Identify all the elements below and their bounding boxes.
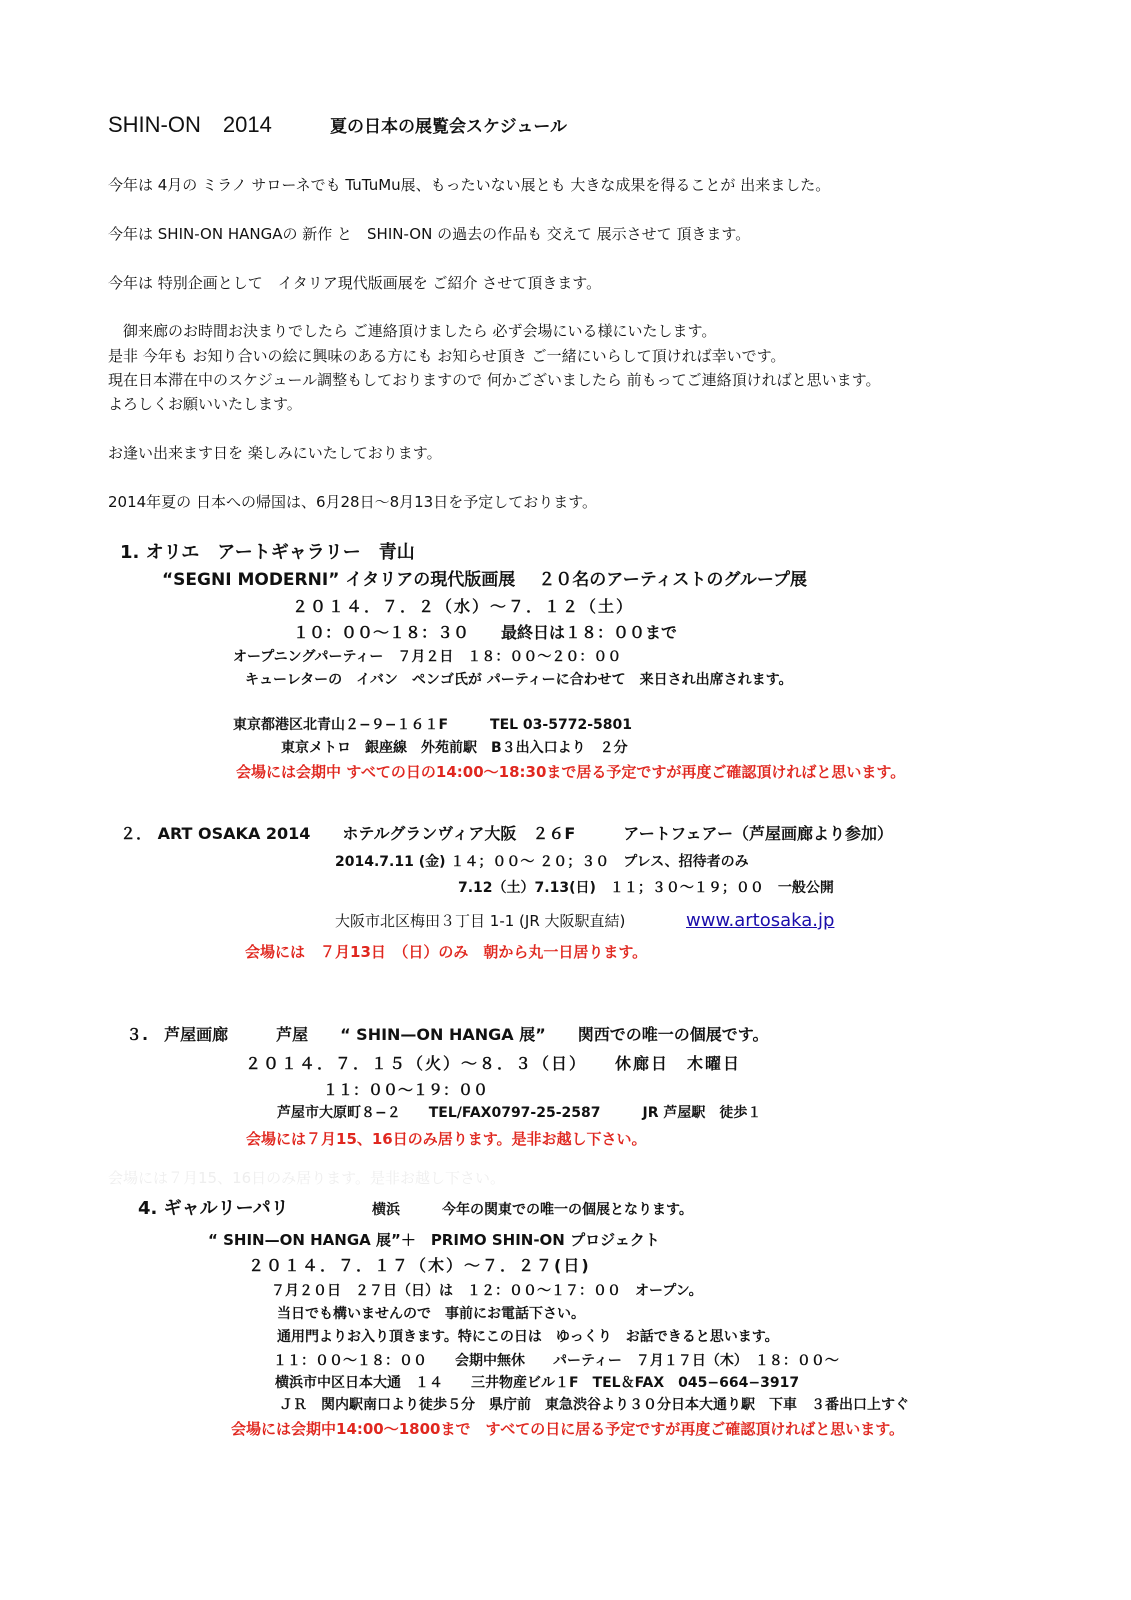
event-4-heading: 4. ギャルリーパリ [138,1198,289,1219]
event-3-hours: １１：００～１９：００ [323,1081,489,1099]
document-subtitle: 夏の日本の展覧会スケジュール [330,117,567,137]
event-1-heading: 1. オリエ アートギャラリー 青山 [120,542,415,563]
event-2-address: 大阪市北区梅田３丁目 1-1 (JR 大阪駅直結) [335,912,626,930]
intro-line: お逢い出来ます日を 楽しみにいたしております。 [108,444,442,462]
event-4-notice: 会場には会期中14:00～1800まで すべての日に居る予定ですが再度ご確認頂ければと思います。 [231,1420,904,1438]
event-2-heading: ２． ART OSAKA 2014 ホテルグランヴィア大阪 ２６F アートフェアー（芦屋画廊より参加） [120,824,894,843]
event-4-line: 当日でも構いませんので 事前にお電話下さい。 [277,1306,585,1322]
intro-line: 今年は 特別企画として イタリア現代版画展を ご紹介 させて頂きます。 [108,274,602,292]
intro-line: 御来廊のお時間お決まりでしたら ご連絡頂けましたら 必ず会場にいる様にいたします。 [108,322,717,340]
document-title: SHIN-ON 2014 [108,112,272,137]
intro-line: 是非 今年も お知り合いの絵に興味のある方にも お知らせ頂き ご一緒にいらして頂ければ幸いです。 [108,347,786,365]
event-3-heading: ３. 芦屋画廊 芦屋 “ SHIN—ON HANGA 展” 関西での唯一の個展です。 [126,1025,769,1044]
intro-line: 今年は SHIN-ON HANGAの 新作 と SHIN-ON の過去の作品も 交えて 展示させて 頂きます。 [108,225,751,243]
event-4-access: ＪＲ 関内駅南口より徒歩５分 県庁前 東急渋谷より３０分日本大通り駅 下車 ３番出口上すぐ [279,1397,909,1413]
faded-duplicate-text: 会場には７月15、16日のみ居ります。是非お越し下さい。 [108,1169,505,1187]
intro-line: 2014年夏の 日本への帰国は、6月28日～8月13日を予定しております。 [108,493,598,511]
event-1-access: 東京メトロ 銀座線 外苑前駅 B３出入口より ２分 [281,740,628,756]
event-1-line: キューレターの イバン ペンゴ氏が パーティーに合わせて 来日され出席されます。 [245,672,793,688]
artosaka-link[interactable]: www.artosaka.jp [686,910,835,931]
event-1-hours: １０：００～１８：３０ 最終日は１８：００まで [293,623,678,642]
event-3-dates: ２０１４．７．１５（火）～８．３（日） 休廊日 木曜日 [245,1054,742,1073]
intro-line: 今年は 4月の ミラノ サローネでも TuTuMu展、もったいない展とも 大きな成果を得ることが 出来ました。 [108,176,831,194]
event-1-line: “SEGNI MODERNI” イタリアの現代版画展 ２０名のアーティストのグループ展 [162,570,807,590]
event-4-line: 通用門よりお入り頂きます。特にこの日は ゆっくり お話できると思います。 [277,1329,779,1345]
event-1-line: オープニングパーティー ７月２日 １８：００～２０：００ [233,649,622,665]
intro-line: よろしくお願いいたします。 [108,395,302,413]
event-4-dates: ２０１４．７．１７（木）～７．２７(日) [248,1256,591,1275]
event-2-line: 2014.7.11 (金) １４；００～ ２０；３０ プレス、招待者のみ [335,854,749,870]
event-4-line: １１：００～１８：００ 会期中無休 パーティー ７月１７日（木） １８：００～ [273,1353,839,1369]
event-4-line: ７月２０日 ２７日（日）は １２：００～１７：００ オープン。 [271,1283,703,1299]
event-2-notice: 会場には ７月13日 （日）のみ 朝から丸一日居ります。 [245,943,648,961]
intro-line: 現在日本滞在中のスケジュール調整もしておりますので 何かございましたら 前もってご連絡頂ければと思います。 [108,371,881,389]
event-4-line: “ SHIN—ON HANGA 展”＋ PRIMO SHIN-ON プロジェクト [208,1231,660,1249]
event-1-dates: ２０１４．７．２（水）～７．１２（土） [292,597,635,616]
event-4-address: 横浜市中区日本大通 １４ 三井物産ビル１F TEL＆FAX 045−664−3917 [275,1375,800,1391]
event-2-line: 7.12（土）7.13(日) １１；３０～１９；００ 一般公開 [458,880,834,896]
event-1-address: 東京都港区北青山２−９−１６１F TEL 03-5772-5801 [233,717,632,733]
event-3-address: 芦屋市大原町８−２ TEL/FAX0797-25-2587 JR 芦屋駅 徒歩１ [277,1105,762,1121]
event-4-heading-extra: 横浜 今年の関東での唯一の個展となります。 [372,1202,693,1218]
event-3-notice: 会場には７月15、16日のみ居ります。是非お越し下さい。 [246,1130,647,1148]
event-1-notice: 会場には会期中 すべての日の14:00～18:30まで居る予定ですが再度ご確認頂ければと思います。 [236,763,906,781]
